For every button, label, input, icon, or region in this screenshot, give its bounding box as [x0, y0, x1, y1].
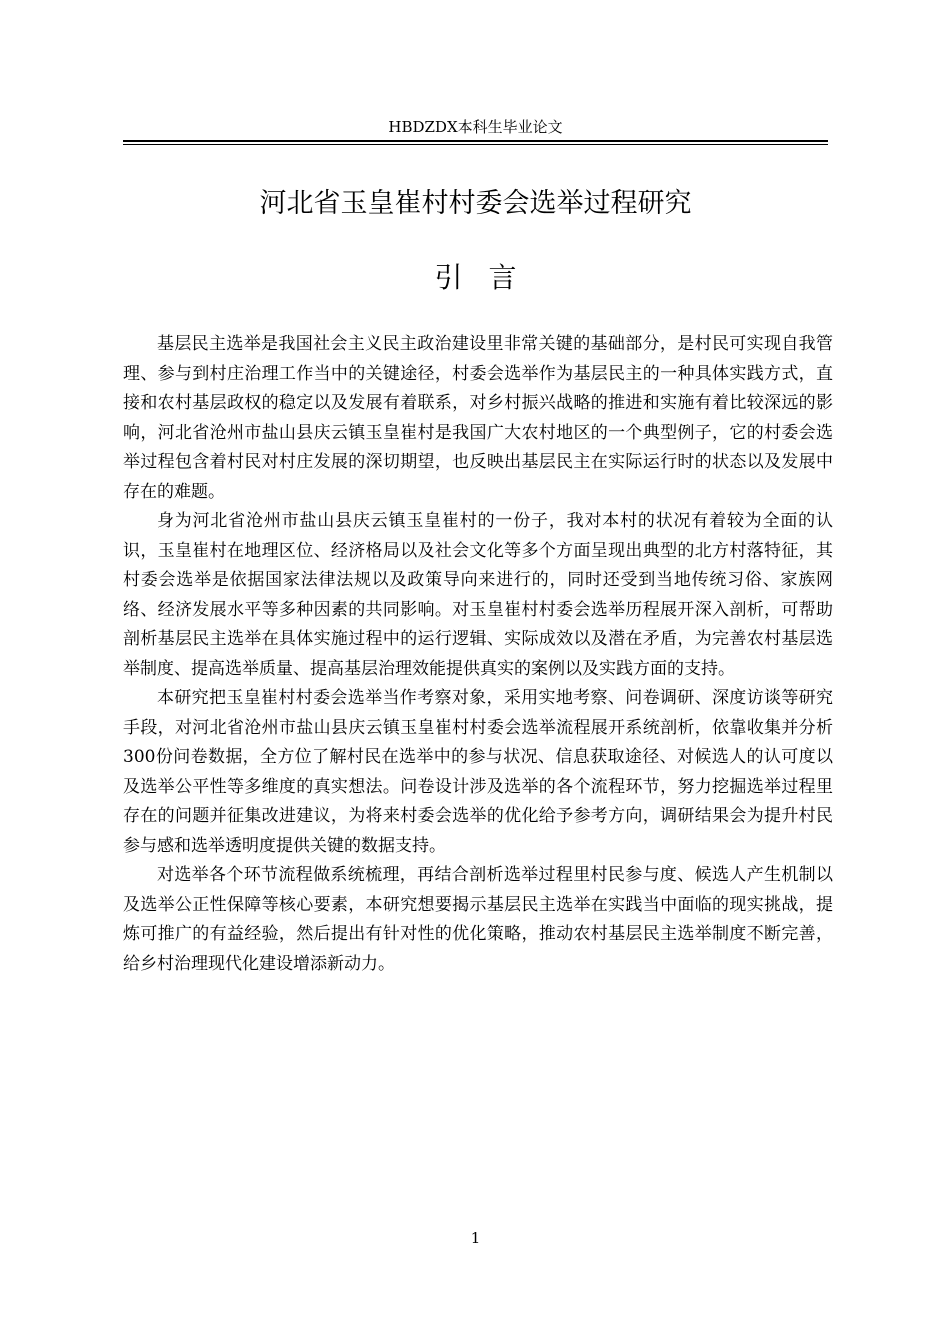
paragraph-4: 对选举各个环节流程做系统梳理，再结合剖析选举过程里村民参与度、候选人产生机制以及选举公正性保障等核心要素，本研究想要揭示基层民主选举在实践当中面临的现实挑战，提炼可推广的有益经验，然后提出有针对性的优化策略，推动农村基层民主选举制度不断完善，给乡村治理现代化建设增添新动力。 [123, 865, 833, 974]
section-heading: 引言 [434, 261, 543, 294]
document-title: 河北省玉皇崔村村委会选举过程研究 [259, 188, 692, 219]
header-rule-thick [123, 140, 828, 142]
paragraph-3: 本研究把玉皇崔村村委会选举当作考察对象，采用实地考察、问卷调研、深度访谈等研究手段，对河北省沧州市盐山县庆云镇玉皇崔村村委会选举流程展开系统剖析，依靠收集并分析300份问卷数据，全方位了解村民在选举中的参与状况、信息获取途径、对候选人的认可度以及选举公平性等多维度的真实想法。问卷设计涉及选举的各个流程环节，努力挖掘选举过程里存在的问题并征集改进建议，为将来村委会选举的优化给予参考方向，调研结果会为提升村民参与感和选举透明度提供关键的数据支持。 [123, 688, 833, 856]
running-header: HBDZDX本科生毕业论文 [388, 118, 563, 136]
body-text [123, 330, 833, 979]
header-rule-thin [123, 144, 828, 145]
paragraph-1: 基层民主选举是我国社会主义民主政治建设里非常关键的基础部分，是村民可实现自我管理、参与到村庄治理工作当中的关键途径，村委会选举作为基层民主的一种具体实践方式，直接和农村基层政权的稳定以及发展有着联系，对乡村振兴战略的推进和实施有着比较深远的影响，河北省沧州市盐山县庆云镇玉皇崔村是我国广大农村地区的一个典型例子，它的村委会选举过程包含着村民对村庄发展的深切期望，也反映出基层民主在实际运行时的状态以及发展中存在的难题。 [123, 334, 833, 502]
paragraph-2: 身为河北省沧州市盐山县庆云镇玉皇崔村的一份子，我对本村的状况有着较为全面的认识，玉皇崔村在地理区位、经济格局以及社会文化等多个方面呈现出典型的北方村落特征，其村委会选举是依据国家法律法规以及政策导向来进行的，同时还受到当地传统习俗、家族网络、经济发展水平等多种因素的共同影响。对玉皇崔村村委会选举历程展开深入剖析，可帮助剖析基层民主选举在具体实施过程中的运行逻辑、实际成效以及潜在矛盾，为完善农村基层选举制度、提高选举质量、提高基层治理效能提供真实的案例以及实践方面的支持。 [123, 511, 833, 679]
page-number: 1 [470, 1229, 481, 1247]
